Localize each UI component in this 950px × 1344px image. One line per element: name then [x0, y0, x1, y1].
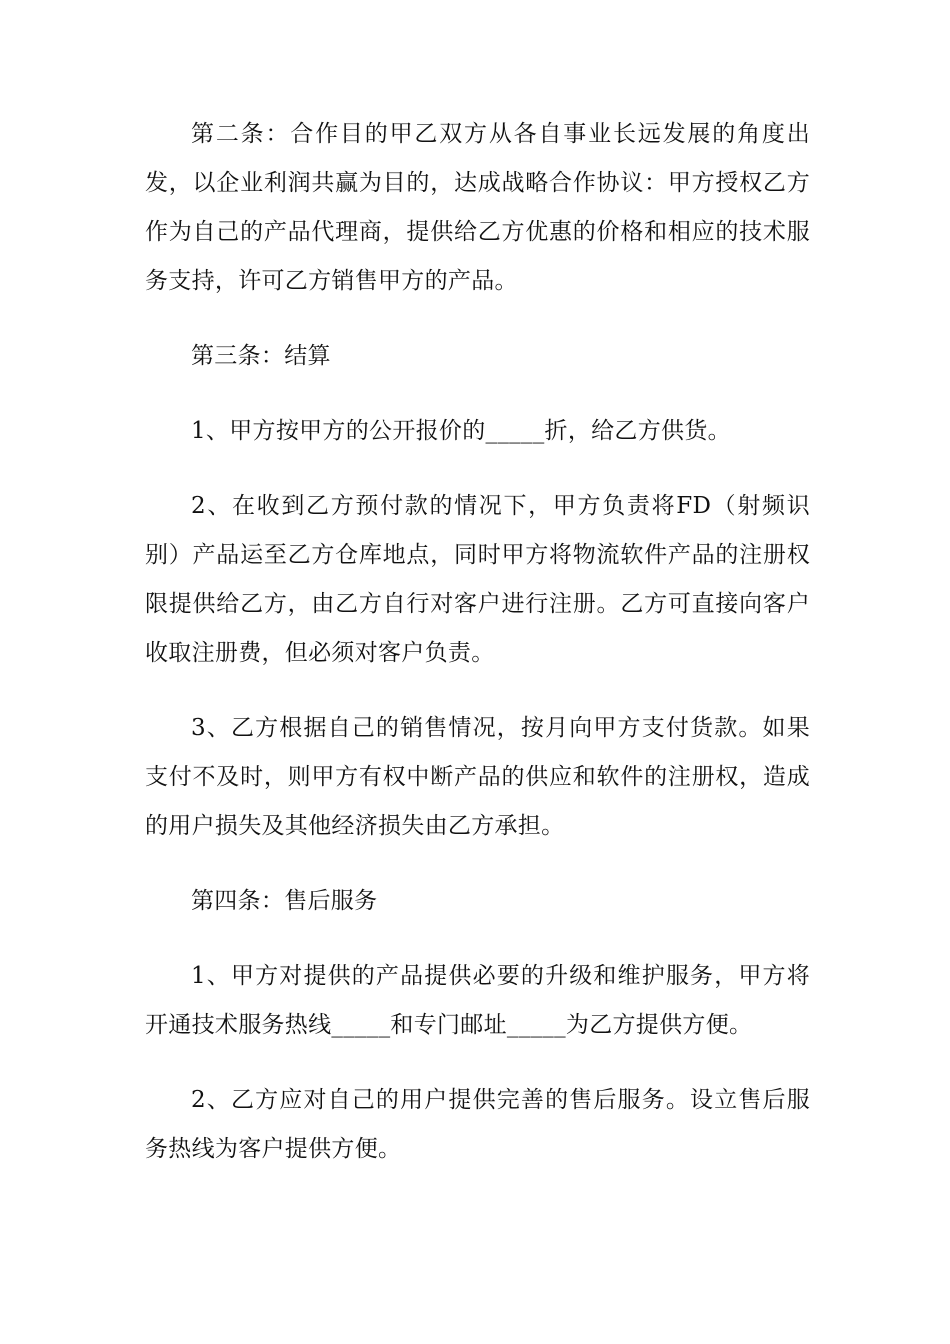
article-4-clause-1: 1、甲方对提供的产品提供必要的升级和维护服务，甲方将开通技术服务热线_____和专门邮址_____为乙方提供方便。 [145, 963, 810, 1038]
article-3-clause-2: 2、在收到乙方预付款的情况下，甲方负责将FD（射频识别）产品运至乙方仓库地点，同时甲方将物流软件产品的注册权限提供给乙方，由乙方自行对客户进行注册。乙方可直接向客户收取注册费，但必须对客户负责。 [145, 493, 810, 666]
article-3-clause-1: 1、甲方按甲方的公开报价的_____折，给乙方供货。 [191, 418, 731, 444]
article-4-clause-2: 2、乙方应对自己的用户提供完善的售后服务。设立售后服务热线为客户提供方便。 [145, 1087, 810, 1162]
article-3-clause-3: 3、乙方根据自己的销售情况，按月向甲方支付货款。如果支付不及时，则甲方有权中断产品的供应和软件的注册权，造成的用户损失及其他经济损失由乙方承担。 [145, 715, 810, 839]
document-page [145, 110, 810, 1174]
article-2-paragraph: 第二条：合作目的甲乙双方从各自事业长远发展的角度出发，以企业利润共赢为目的，达成战略合作协议：甲方授权乙方作为自己的产品代理商，提供给乙方优惠的价格和相应的技术服务支持，许可乙方销售甲方的产品。 [145, 121, 810, 294]
article-3-heading: 第三条：结算 [191, 343, 331, 369]
article-4-heading: 第四条：售后服务 [191, 888, 378, 914]
